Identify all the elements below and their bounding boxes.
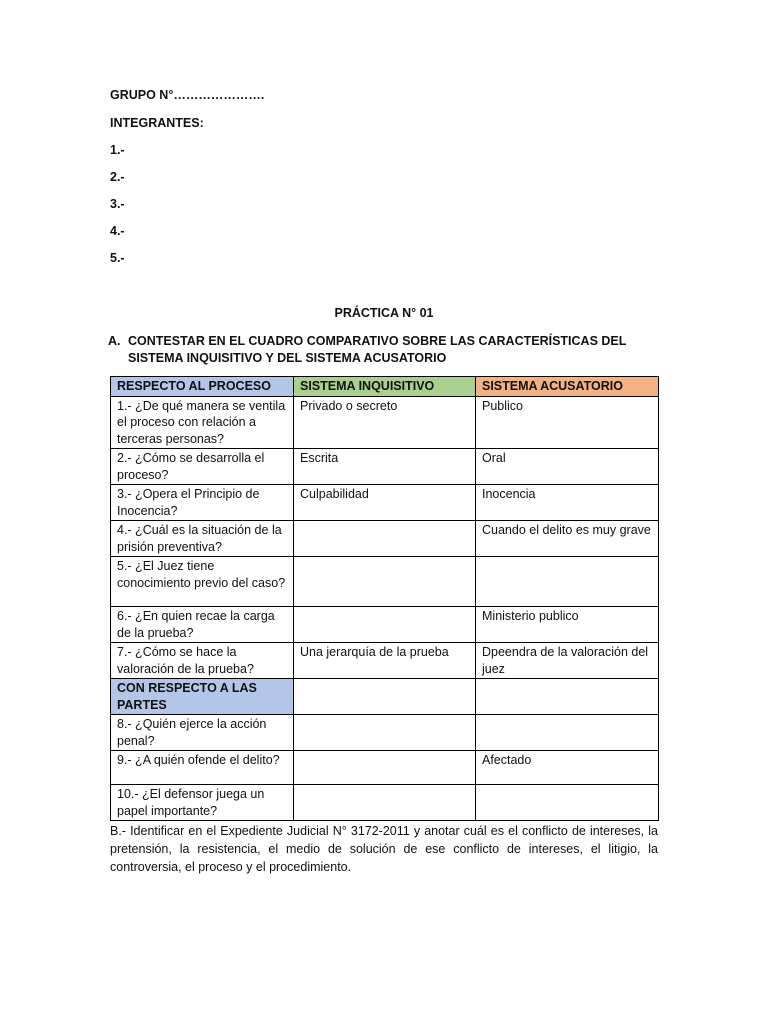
table-row bbox=[111, 715, 659, 751]
question-cell: 8.- ¿Quién ejerce la acción penal? bbox=[111, 715, 294, 751]
section-a-label: A. bbox=[108, 334, 121, 348]
section-a-text: CONTESTAR EN EL CUADRO COMPARATIVO SOBRE LAS CARACTERÍSTICAS DEL SISTEMA INQUISITIVO Y DEL SISTEMA ACUSATORIO bbox=[128, 334, 627, 365]
inquisitive-cell bbox=[294, 607, 476, 643]
inquisitive-cell: Culpabilidad bbox=[294, 485, 476, 521]
table-row bbox=[111, 607, 659, 643]
member-line-1: 1.- bbox=[110, 143, 125, 157]
table-row bbox=[111, 396, 659, 449]
inquisitive-cell bbox=[294, 785, 476, 821]
inquisitive-cell bbox=[294, 557, 476, 607]
accusatory-cell: Publico bbox=[476, 396, 659, 449]
parties-section-label: CON RESPECTO A LAS PARTES bbox=[111, 679, 294, 715]
section-row-parties bbox=[111, 679, 659, 715]
accusatory-cell: Oral bbox=[476, 449, 659, 485]
inquisitive-cell: Una jerarquía de la prueba bbox=[294, 643, 476, 679]
inquisitive-cell: Escrita bbox=[294, 449, 476, 485]
table-row bbox=[111, 643, 659, 679]
question-cell: 10.- ¿El defensor juega un papel importante? bbox=[111, 785, 294, 821]
question-cell: 1.- ¿De qué manera se ventila el proceso con relación a terceras personas? bbox=[111, 396, 294, 449]
accusatory-cell: Ministerio publico bbox=[476, 607, 659, 643]
inquisitive-cell bbox=[294, 679, 476, 715]
question-cell: 2.- ¿Cómo se desarrolla el proceso? bbox=[111, 449, 294, 485]
accusatory-cell bbox=[476, 557, 659, 607]
section-b-text: B.- Identificar en el Expediente Judicial N° 3172-2011 y anotar cuál es el conflicto de intereses, la pretensión, la resistencia, el medio de solución de ese conflicto de intereses, el litigio, la controversia, el proceso y el procedimiento. bbox=[110, 824, 658, 874]
member-line-4: 4.- bbox=[110, 224, 125, 238]
table-row bbox=[111, 785, 659, 821]
table-row bbox=[111, 485, 659, 521]
accusatory-cell: Inocencia bbox=[476, 485, 659, 521]
question-cell: 9.- ¿A quién ofende el delito? bbox=[111, 751, 294, 785]
header-inquisitive: SISTEMA INQUISITIVO bbox=[294, 377, 476, 397]
group-number: GRUPO N°…………………. bbox=[110, 88, 265, 102]
members-label: INTEGRANTES: bbox=[110, 116, 204, 130]
member-line-5: 5.- bbox=[110, 251, 125, 265]
member-line-3: 3.- bbox=[110, 197, 125, 211]
table-row bbox=[111, 751, 659, 785]
accusatory-cell: Dpeendra de la valoración del juez bbox=[476, 643, 659, 679]
accusatory-cell bbox=[476, 715, 659, 751]
accusatory-cell bbox=[476, 785, 659, 821]
accusatory-cell bbox=[476, 679, 659, 715]
accusatory-cell: Cuando el delito es muy grave bbox=[476, 521, 659, 557]
header-process: RESPECTO AL PROCESO bbox=[111, 377, 294, 397]
accusatory-cell: Afectado bbox=[476, 751, 659, 785]
table-row bbox=[111, 449, 659, 485]
question-cell: 4.- ¿Cuál es la situación de la prisión preventiva? bbox=[111, 521, 294, 557]
inquisitive-cell bbox=[294, 715, 476, 751]
question-cell: 7.- ¿Cómo se hace la valoración de la prueba? bbox=[111, 643, 294, 679]
table-row bbox=[111, 557, 659, 607]
question-cell: 3.- ¿Opera el Principio de Inocencia? bbox=[111, 485, 294, 521]
question-cell: 5.- ¿El Juez tiene conocimiento previo del caso? bbox=[111, 557, 294, 607]
page-title: PRÁCTICA N° 01 bbox=[334, 306, 434, 320]
inquisitive-cell: Privado o secreto bbox=[294, 396, 476, 449]
inquisitive-cell bbox=[294, 751, 476, 785]
inquisitive-cell bbox=[294, 521, 476, 557]
question-cell: 6.- ¿En quien recae la carga de la prueba? bbox=[111, 607, 294, 643]
table-row bbox=[111, 521, 659, 557]
member-line-2: 2.- bbox=[110, 170, 125, 184]
table-header-row bbox=[111, 377, 659, 397]
header-accusatory: SISTEMA ACUSATORIO bbox=[476, 377, 659, 397]
comparison-table bbox=[110, 376, 659, 821]
